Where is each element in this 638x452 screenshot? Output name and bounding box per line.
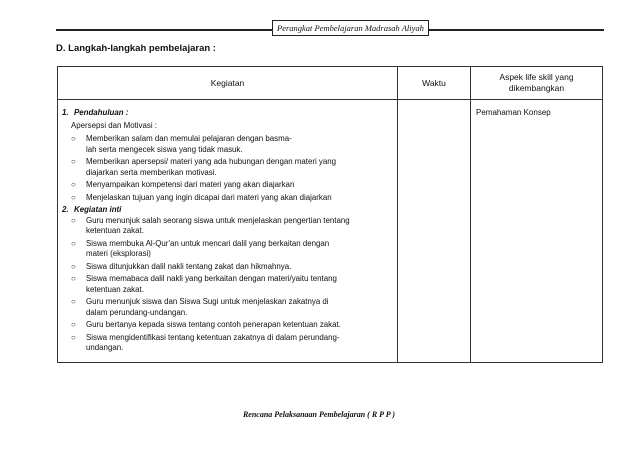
waktu-cell [398,100,471,363]
column-header-aspek [471,67,603,100]
kegiatan-inti-title [62,205,393,216]
list-item-text: ketentuan zakat. [86,284,144,294]
list-item-text: lah serta mengecek siswa yang tidak masuk. [86,144,243,154]
section-heading: D. Langkah-langkah pembelajaran : [56,43,216,54]
list-item [71,157,393,178]
list-bullet-icon: ○ [71,157,76,166]
pendahuluan-subtitle: Apersepsi dan Motivasi : [71,120,157,130]
table-row [58,100,603,363]
list-item [71,274,393,295]
list-item-text: Siswa membuka Al-Qur'an untuk mencari dalil yang berkaitan dengan [86,238,330,248]
list-item [71,262,393,273]
list-item-text: diajarkan serta memberikan motivasi. [86,167,217,177]
aspek-header-line-1: Aspek life skill yang [499,72,574,82]
list-bullet-icon: ○ [71,238,76,248]
list-item [71,320,393,331]
list-item-text: Siswa mengidentifikasi tentang ketentuan zakatnya di dalam perundang- [86,332,340,342]
list-item-text: materi (eksplorasi) [86,249,151,258]
list-item-text: Guru bertanya kepada siswa tentang contoh penerapan ketentuan zakat. [86,320,341,329]
list-item [71,180,393,191]
list-item [71,239,393,260]
pendahuluan-number: 1. [62,108,69,117]
learning-steps-table [57,66,603,363]
list-item-text: Memberikan apersepsi/ materi yang ada hubungan dengan materi yang [86,157,337,166]
list-bullet-icon: ○ [71,215,76,225]
list-item-text: Siswa ditunjukkan dalil nakli tentang zakat dan hikmahnya. [86,261,292,271]
column-header-kegiatan: Kegiatan [58,67,398,100]
kegiatan-inti-list [62,216,393,354]
list-item [71,216,393,237]
list-bullet-icon: ○ [71,297,76,306]
list-item [71,134,393,155]
list-item [71,333,393,354]
pendahuluan-title-text: Pendahuluan : [74,108,129,117]
list-item-text: Memberikan salam dan memulai pelajaran dengan basma- [86,134,292,143]
list-bullet-icon: ○ [71,320,76,329]
header-title: Perangkat Pembelajaran Madrasah Aliyah [272,20,429,36]
list-bullet-icon: ○ [71,180,76,189]
list-item-text: Menjelaskan tujuan yang ingin dicapai dari materi yang akan diajarkan [86,192,332,202]
table-header-row [58,67,603,100]
aspek-header-line-2: dikembangkan [508,83,565,93]
list-item-text: Siswa memabaca dalil nakli yang berkaitan dengan materi/yaitu tentang [86,274,337,283]
list-item-text: undangan. [86,343,124,352]
list-bullet-icon: ○ [71,332,76,342]
column-header-waktu: Waktu [398,67,471,100]
list-item [71,193,393,204]
list-item-text: Guru menunjuk salah seorang siswa untuk menjelaskan pengertian tentang [86,215,350,225]
list-item-text: ketentuan zakat. [86,226,144,235]
list-item [71,297,393,318]
list-bullet-icon: ○ [71,192,76,202]
list-item-text: Guru menunjuk siswa dan Siswa Sugi untuk menjelaskan zakatnya di [86,297,329,306]
list-item-text: dalam perundang-undangan. [86,307,188,317]
list-item-text: Menyampaikan kompetensi dari materi yang akan diajarkan [86,180,295,189]
pendahuluan-title [62,108,393,119]
kegiatan-inti-title-text: Kegiatan inti [74,205,122,214]
aspek-cell: Pemahaman Konsep [471,100,603,363]
list-bullet-icon: ○ [71,274,76,283]
list-bullet-icon: ○ [71,261,76,271]
kegiatan-cell [58,100,398,363]
kegiatan-inti-number: 2. [62,205,69,214]
pendahuluan-list [62,134,393,203]
list-bullet-icon: ○ [71,134,76,143]
footer-title: Rencana Pelaksanaan Pembelajaran ( R P P ) [242,410,396,419]
